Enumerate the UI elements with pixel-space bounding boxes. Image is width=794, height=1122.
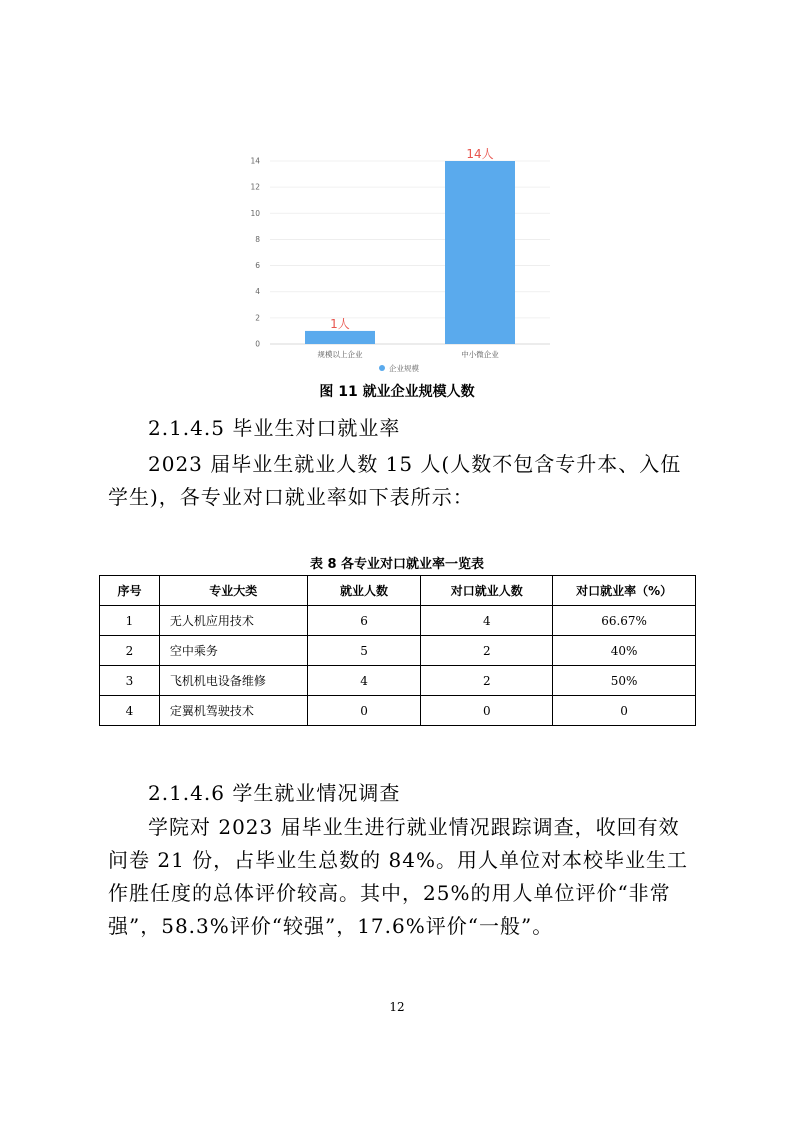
- section-paragraph-employment: 2023 届毕业生就业人数 15 人(人数不包含专升本、入伍学生)，各专业对口就业率如下表所示：: [108, 452, 682, 509]
- figure-caption: 图 11 就业企业规模人数: [319, 384, 475, 400]
- cell-matched: 2: [421, 666, 553, 696]
- y-tick-label: 12: [250, 182, 260, 192]
- cell-major: 空中乘务: [159, 636, 307, 666]
- cell-employed: 4: [307, 666, 421, 696]
- section-heading-2-1-4-5: 2.1.4.5 毕业生对口就业率: [148, 416, 401, 440]
- employer-scale-bar-chart: [236, 138, 566, 378]
- bar: [445, 161, 515, 344]
- x-tick-label: 中小微企业: [461, 350, 499, 359]
- table-row: [100, 666, 696, 696]
- header-cell-employed: 就业人数: [307, 576, 421, 606]
- y-tick-label: 10: [250, 208, 260, 218]
- cell-index: 3: [100, 666, 160, 696]
- cell-employed: 5: [307, 636, 421, 666]
- y-tick-label: 14: [250, 156, 260, 166]
- y-tick-label: 2: [255, 313, 260, 323]
- cell-index: 4: [100, 696, 160, 726]
- cell-rate: 40%: [553, 636, 696, 666]
- header-cell-index: 序号: [100, 576, 160, 606]
- header-cell-matched: 对口就业人数: [421, 576, 553, 606]
- section-heading-2-1-4-6: 2.1.4.6 学生就业情况调查: [148, 781, 401, 805]
- data-label: 1人: [330, 316, 350, 331]
- cell-employed: 6: [307, 606, 421, 636]
- cell-rate: 50%: [553, 666, 696, 696]
- cell-major: 无人机应用技术: [159, 606, 307, 636]
- bar: [305, 331, 375, 344]
- cell-index: 1: [100, 606, 160, 636]
- data-label: 14人: [466, 147, 494, 161]
- cell-rate: 0: [553, 696, 696, 726]
- header-cell-major: 专业大类: [159, 576, 307, 606]
- cell-employed: 0: [307, 696, 421, 726]
- cell-major: 定翼机驾驶技术: [159, 696, 307, 726]
- table-row: [100, 636, 696, 666]
- cell-rate: 66.67%: [553, 606, 696, 636]
- table-caption: 表 8 各专业对口就业率一览表: [309, 557, 485, 572]
- matching-employment-table: [99, 575, 696, 726]
- cell-matched: 4: [421, 606, 553, 636]
- table-row: [100, 606, 696, 636]
- cell-matched: 0: [421, 696, 553, 726]
- y-tick-label: 4: [255, 287, 260, 297]
- x-tick-label: 规模以上企业: [317, 350, 363, 359]
- legend-marker: [379, 365, 385, 371]
- section-paragraph-survey: 学院对 2023 届毕业生进行就业情况跟踪调查，收回有效问卷 21 份，占毕业生总数的 84%。用人单位对本校毕业生工作胜任度的总体评价较高。其中，25%的用人单位评价“非常强”，58.3%评价“较强”，17.6%评价“一般”。: [108, 815, 688, 938]
- table-row: [100, 696, 696, 726]
- header-cell-rate: 对口就业率（%）: [553, 576, 696, 606]
- y-tick-label: 0: [255, 339, 260, 349]
- cell-matched: 2: [421, 636, 553, 666]
- y-tick-label: 6: [255, 261, 260, 271]
- legend-label: 企业规模: [389, 364, 419, 373]
- cell-index: 2: [100, 636, 160, 666]
- table-header-row: [100, 576, 696, 606]
- y-tick-label: 8: [255, 234, 260, 244]
- page-number: 12: [389, 1000, 405, 1014]
- cell-major: 飞机机电设备维修: [159, 666, 307, 696]
